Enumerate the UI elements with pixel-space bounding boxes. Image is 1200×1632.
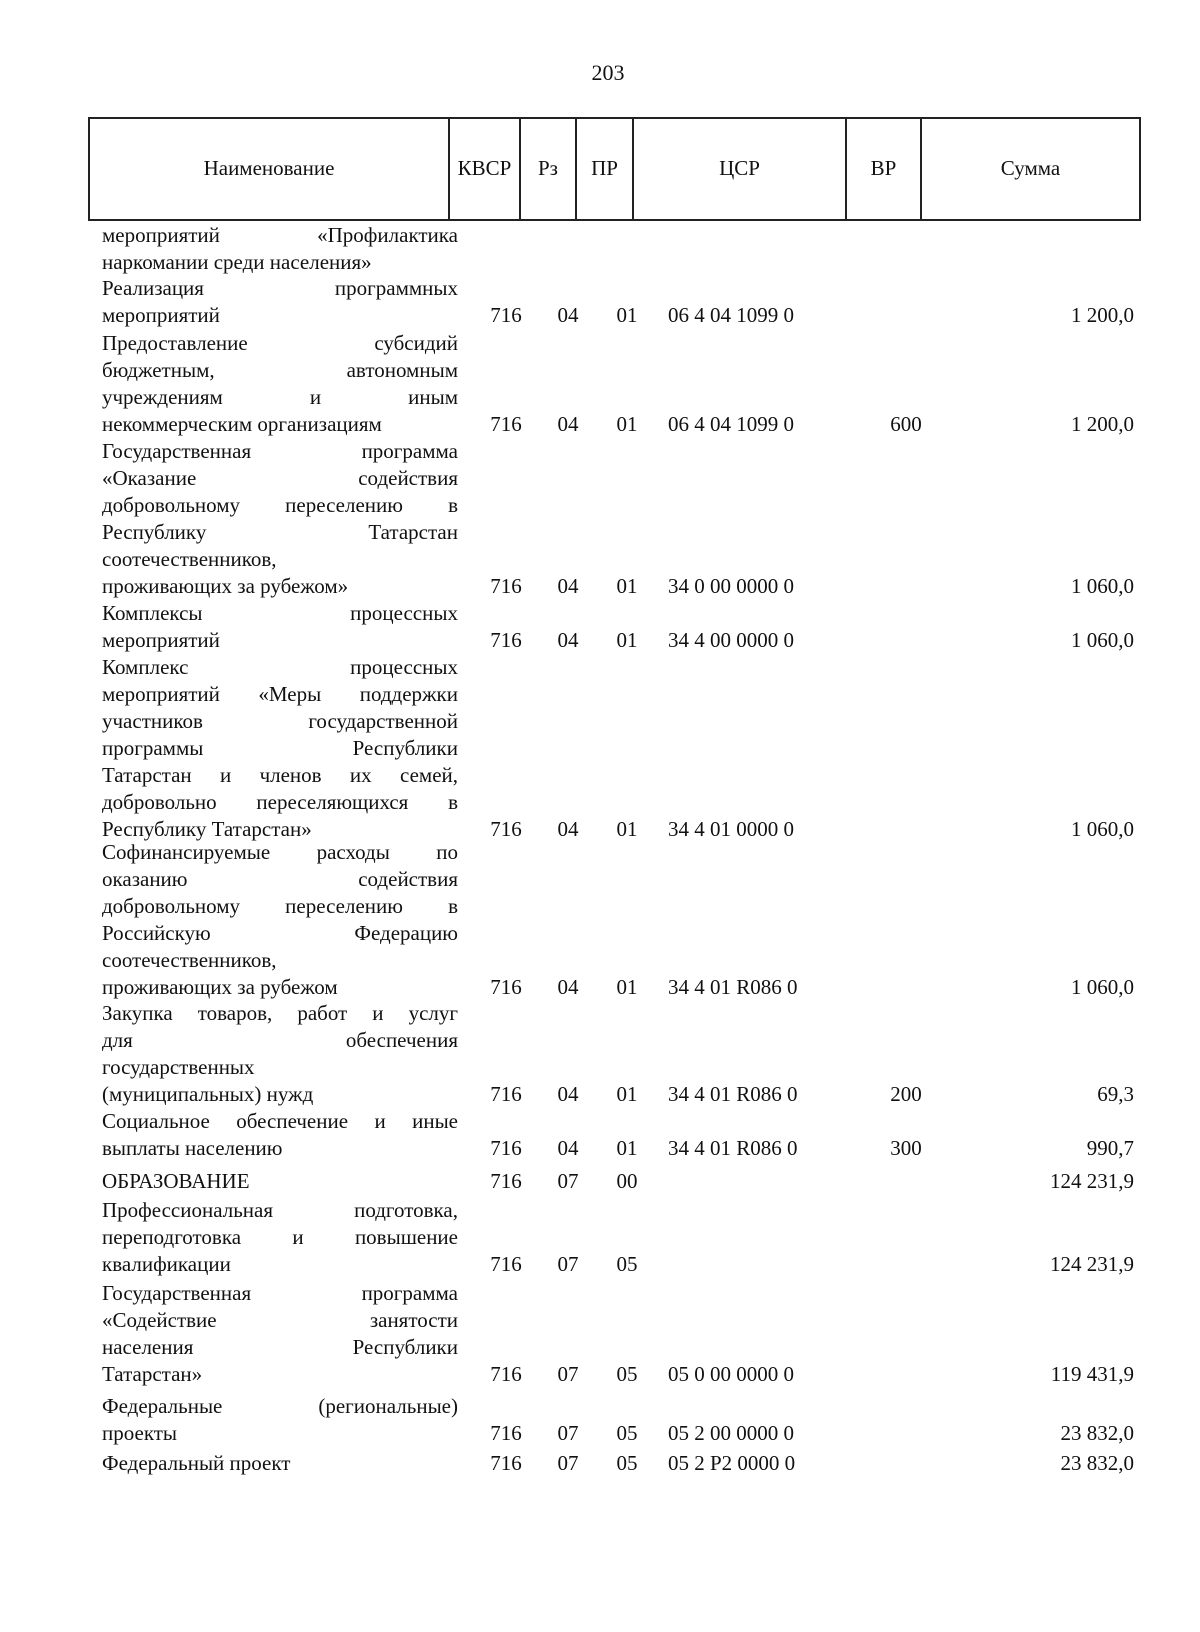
- cell-csr: 34 4 01 0000 0: [668, 817, 794, 841]
- cell-sum: 1 200,0: [1071, 412, 1134, 436]
- cell-kvsr: 716: [490, 817, 522, 841]
- header-kvsr: КВСР: [450, 119, 521, 219]
- cell-kvsr: 716: [490, 1169, 522, 1193]
- cell-rz: 04: [557, 412, 579, 436]
- cell-kvsr: 716: [490, 1451, 522, 1475]
- row-name-line: Российскую Федерацию: [102, 921, 458, 945]
- header-csr: ЦСР: [634, 119, 847, 219]
- row-name-line: оказанию содействия: [102, 867, 458, 891]
- cell-csr: 34 4 00 0000 0: [668, 628, 794, 652]
- cell-rz: 04: [557, 303, 579, 327]
- cell-pr: 01: [616, 574, 638, 598]
- cell-csr: 05 2 00 0000 0: [668, 1421, 794, 1445]
- header-vr: ВР: [847, 119, 922, 219]
- cell-csr: 34 4 01 R086 0: [668, 1082, 798, 1106]
- row-name-line: Республику Татарстан: [102, 520, 458, 544]
- table-row: [0, 275, 1200, 329]
- cell-sum: 1 060,0: [1071, 628, 1134, 652]
- row-name: [102, 330, 458, 438]
- row-name-line: программы Республики: [102, 736, 458, 760]
- table-row: [0, 438, 1200, 600]
- row-name-line: Государственная программа: [102, 439, 458, 463]
- cell-vr: 600: [890, 412, 922, 436]
- cell-csr: 34 0 00 0000 0: [668, 574, 794, 598]
- row-name-line: переподготовка и повышение: [102, 1225, 458, 1249]
- cell-rz: 07: [557, 1169, 579, 1193]
- row-name-line: Закупка товаров, работ и услуг: [102, 1001, 458, 1025]
- cell-pr: 00: [616, 1169, 638, 1193]
- row-name-line: добровольному переселению в: [102, 493, 458, 517]
- row-name-line: бюджетным, автономным: [102, 358, 458, 382]
- cell-kvsr: 716: [490, 574, 522, 598]
- row-name-line: наркомании среди населения»: [102, 250, 372, 274]
- row-name-line: Комплекс процессных: [102, 655, 458, 679]
- page-number: 203: [591, 60, 625, 85]
- cell-kvsr: 716: [490, 412, 522, 436]
- cell-csr: 34 4 01 R086 0: [668, 1136, 798, 1160]
- row-name-line: Федеральный проект: [102, 1451, 291, 1475]
- cell-rz: 04: [557, 1136, 579, 1160]
- header-name: Наименование: [90, 119, 450, 219]
- row-name-line: Предоставление субсидий: [102, 331, 458, 355]
- cell-sum: 1 060,0: [1071, 975, 1134, 999]
- row-name: [102, 600, 458, 654]
- table-row: [0, 1450, 1200, 1477]
- cell-sum: 1 200,0: [1071, 303, 1134, 327]
- row-name: [102, 438, 458, 600]
- header-pr: ПР: [577, 119, 634, 219]
- header-sum: Сумма: [1000, 155, 1061, 180]
- table-row: [0, 1000, 1200, 1108]
- row-name-line: Татарстан и членов их семей,: [102, 763, 458, 787]
- cell-rz: 04: [557, 1082, 579, 1106]
- cell-vr: 200: [890, 1082, 922, 1106]
- cell-kvsr: 716: [490, 1252, 522, 1276]
- cell-pr: 05: [616, 1421, 638, 1445]
- row-name-line: добровольно переселяющихся в: [102, 790, 458, 814]
- cell-kvsr: 716: [490, 1362, 522, 1386]
- cell-rz: 04: [557, 975, 579, 999]
- row-name-line: некоммерческим организациям: [102, 412, 382, 436]
- row-name-line: выплаты населению: [102, 1136, 283, 1160]
- cell-sum: 119 431,9: [1050, 1362, 1134, 1386]
- row-name-line: мероприятий: [102, 628, 220, 652]
- row-name: [102, 1168, 458, 1195]
- row-name: [102, 654, 458, 843]
- cell-vr: 300: [890, 1136, 922, 1160]
- cell-csr: 06 4 04 1099 0: [668, 303, 794, 327]
- cell-pr: 01: [616, 975, 638, 999]
- cell-rz: 04: [557, 628, 579, 652]
- cell-pr: 05: [616, 1451, 638, 1475]
- row-name-line: мероприятий: [102, 303, 220, 327]
- table-row: [0, 1393, 1200, 1447]
- cell-pr: 01: [616, 817, 638, 841]
- cell-kvsr: 716: [490, 628, 522, 652]
- table-row: [0, 330, 1200, 438]
- row-name-line: государственных: [102, 1055, 255, 1079]
- row-name-line: проживающих за рубежом: [102, 975, 338, 999]
- cell-pr: 01: [616, 628, 638, 652]
- table-row: [0, 1168, 1200, 1195]
- row-name-line: учреждениям и иным: [102, 385, 458, 409]
- cell-pr: 01: [616, 303, 638, 327]
- cell-rz: 07: [557, 1252, 579, 1276]
- row-name: [102, 222, 458, 276]
- row-name: [102, 275, 458, 329]
- table-row: [0, 1108, 1200, 1162]
- row-name: [102, 1108, 458, 1162]
- row-name-line: соотечественников,: [102, 547, 277, 571]
- row-name-line: «Содействие занятости: [102, 1308, 458, 1332]
- cell-kvsr: 716: [490, 1082, 522, 1106]
- row-name-line: Профессиональная подготовка,: [102, 1198, 458, 1222]
- cell-rz: 04: [557, 817, 579, 841]
- row-name-line: участников государственной: [102, 709, 458, 733]
- row-name-line: Комплексы процессных: [102, 601, 458, 625]
- cell-sum: 124 231,9: [1050, 1169, 1134, 1193]
- cell-csr: 34 4 01 R086 0: [668, 975, 798, 999]
- cell-rz: 04: [557, 574, 579, 598]
- row-name-line: мероприятий «Меры поддержки: [102, 682, 458, 706]
- row-name: [102, 1197, 458, 1278]
- table-row: [0, 600, 1200, 654]
- header-rz: Рз: [521, 119, 577, 219]
- row-name: [102, 1280, 458, 1388]
- row-name-line: Софинансируемые расходы по: [102, 840, 458, 864]
- cell-sum: 69,3: [1097, 1082, 1134, 1106]
- row-name-line: проживающих за рубежом»: [102, 574, 349, 598]
- table-row: [0, 1280, 1200, 1388]
- row-name-line: Федеральные (региональные): [102, 1394, 458, 1418]
- row-name-line: населения Республики: [102, 1335, 458, 1359]
- row-name-line: соотечественников,: [102, 948, 277, 972]
- cell-csr: 05 0 00 0000 0: [668, 1362, 794, 1386]
- cell-sum: 23 832,0: [1060, 1421, 1134, 1445]
- table-row: [0, 654, 1200, 843]
- cell-pr: 05: [616, 1362, 638, 1386]
- table-row: [0, 1197, 1200, 1278]
- cell-sum: 124 231,9: [1050, 1252, 1134, 1276]
- cell-rz: 07: [557, 1362, 579, 1386]
- row-name-line: «Оказание содействия: [102, 466, 458, 490]
- cell-sum: 1 060,0: [1071, 817, 1134, 841]
- row-name-line: мероприятий «Профилактика: [102, 223, 458, 247]
- cell-kvsr: 716: [490, 1421, 522, 1445]
- row-name-line: Государственная программа: [102, 1281, 458, 1305]
- row-name-line: для обеспечения: [102, 1028, 458, 1052]
- row-name: [102, 1450, 458, 1477]
- cell-pr: 01: [616, 412, 638, 436]
- row-name: [102, 1000, 458, 1108]
- table-row: [0, 839, 1200, 1001]
- row-name: [102, 1393, 458, 1447]
- cell-kvsr: 716: [490, 1136, 522, 1160]
- cell-kvsr: 716: [490, 303, 522, 327]
- row-name-line: добровольному переселению в: [102, 894, 458, 918]
- cell-kvsr: 716: [490, 975, 522, 999]
- cell-sum: 23 832,0: [1060, 1451, 1134, 1475]
- cell-pr: 01: [616, 1082, 638, 1106]
- row-name-line: квалификации: [102, 1252, 231, 1276]
- row-name-line: Реализация программных: [102, 276, 458, 300]
- table-row: [0, 222, 1200, 276]
- cell-sum: 1 060,0: [1071, 574, 1134, 598]
- cell-csr: 05 2 P2 0000 0: [668, 1451, 796, 1475]
- row-name-line: Татарстан»: [102, 1362, 203, 1386]
- row-name-line: Социальное обеспечение и иные: [102, 1109, 458, 1133]
- row-name-line: ОБРАЗОВАНИЕ: [102, 1169, 250, 1193]
- table-header: [88, 117, 1141, 221]
- row-name-line: проекты: [102, 1421, 178, 1445]
- cell-csr: 06 4 04 1099 0: [668, 412, 794, 436]
- cell-pr: 05: [616, 1252, 638, 1276]
- cell-rz: 07: [557, 1451, 579, 1475]
- cell-pr: 01: [616, 1136, 638, 1160]
- row-name-line: (муниципальных) нужд: [102, 1082, 314, 1106]
- cell-rz: 07: [557, 1421, 579, 1445]
- row-name: [102, 839, 458, 1001]
- row-name-line: Республику Татарстан»: [102, 817, 312, 841]
- cell-sum: 990,7: [1086, 1136, 1134, 1160]
